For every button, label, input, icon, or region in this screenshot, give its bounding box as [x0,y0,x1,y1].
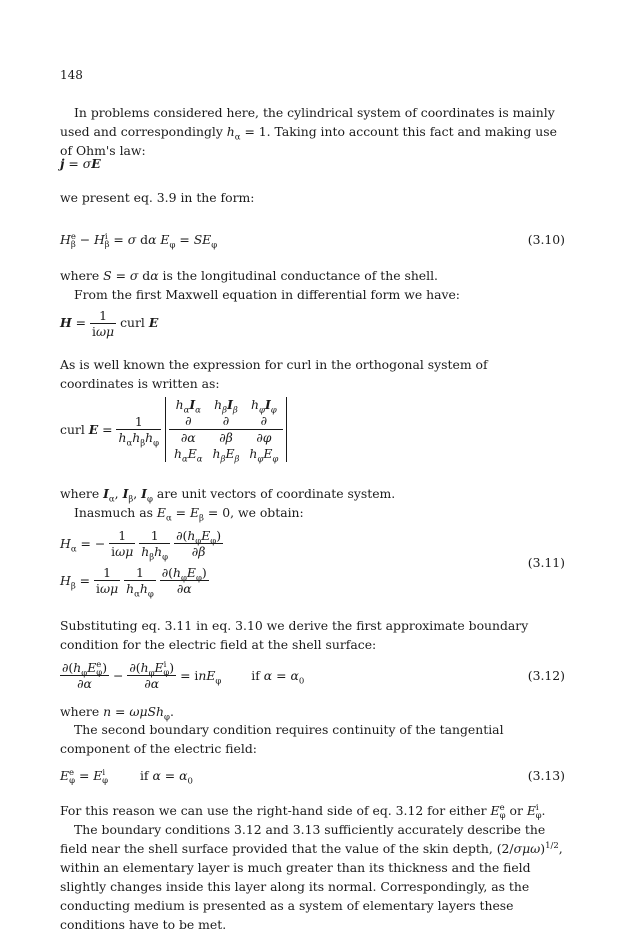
equation-3-12: $\frac{\partial(h_\varphi E^e_\varphi)}{\partial\alpha}$ − $\frac{\partial(h_\varphi E^i_\varphi)}{\partial\alpha}$ = inE$_\varphi$ if $\alpha = \alpha_0$ [62,659,305,691]
equation-3-10-number: (3.10) [527,232,565,247]
equation-curl-determinant: curl E = $\frac{1}{h_\alpha h_\beta h_\varphi}$ $h_\alpha I_\alpha$ $h_\beta I_\beta$ $h_\varphi I_\varphi$ ∂ ∂ ∂ ∂α ∂β ∂φ $h_\alpha E_\alpha$ $h_\beta E_\beta$ $h_\varphi E_\varphi$ [60,397,287,462]
equation-h-curl: H = $\frac{1}{\text{iωμ}}$ curl E [60,308,159,339]
paragraph-n-definition: where n = ωμSh$_\varphi$. [60,704,174,723]
paragraph-right-hand-side: For this reason we can use the right-hand side of eq. 3.12 for either $E^e_\varphi$ or $E^i_\varphi$. [60,802,546,822]
equation-3-12-number: (3.12) [527,668,565,683]
equation-3-11-h-alpha: $H_\alpha$ = − $\frac{1}{\text{iωμ}}$ $\frac{1}{h_\beta h_\varphi}$ $\frac{\partial(h_\varphi E_\varphi)}{\partial\beta}$ [60,528,222,563]
paragraph-intro [60,103,565,160]
paragraph-conductance: where S = σ dα is the longitudinal conductance of the shell. [60,268,438,283]
equation-3-13-number: (3.13) [527,768,565,783]
equation-3-11-h-beta: $H_\beta$ = $\frac{1}{\text{iωμ}}$ $\frac{1}{h_\alpha h_\varphi}$ $\frac{\partial(h_\varphi E_\varphi)}{\partial\alpha}$ [60,565,207,600]
page-number: 148 [60,68,83,82]
paragraph-second-condition: The second boundary condition requires continuity of the tangential component of the electric field: [60,722,504,756]
paragraph-skin-depth: The boundary conditions 3.12 and 3.13 sufficiently accurately describe the field near the shell surface provided that the value of the skin depth, $(2/\sigma\mu\omega)^{1/2}$, within an elementary layer is much greater than its thickness and the field slightly changes inside this layer along its normal. Correspondingly, as the conducting medium is presented as a system of elementary layers these conditions have to be met. [60,822,563,932]
paragraph-present: we present eq. 3.9 in the form: [60,190,255,205]
paragraph-inasmuch: Inasmuch as $E_\alpha = E_\beta = 0$, we obtain: [74,505,304,524]
equation-3-11-number: (3.11) [527,555,565,570]
paragraph-unit-vectors: where $I_\alpha$, $I_\beta$, $I_\varphi$ are unit vectors of coordinate system. [60,486,396,505]
equation-3-10: $H^e_\beta - H^i_\beta = \sigma$ dα $E_\varphi = SE_\varphi$ [60,231,218,251]
paragraph-maxwell: From the first Maxwell equation in differential form we have: [74,287,460,302]
equation-ohm: j = σE [60,156,101,171]
paragraph-curl-expression: As is well known the expression for curl in the orthogonal system of coordinates is written as: [60,357,488,391]
paragraph-substituting: Substituting eq. 3.11 in eq. 3.10 we derive the first approximate boundary condition for the electric field at the shell surface: [60,618,529,652]
paragraph-intro-text: In problems considered here, the cylindrical system of coordinates is mainly used and correspondingly $h_\alpha = 1$. Taking into account this fact and making use of Ohm's law: [60,105,557,158]
equation-3-13: $E^e_\varphi = E^i_\varphi$ if $\alpha = \alpha_0$ [60,767,193,787]
